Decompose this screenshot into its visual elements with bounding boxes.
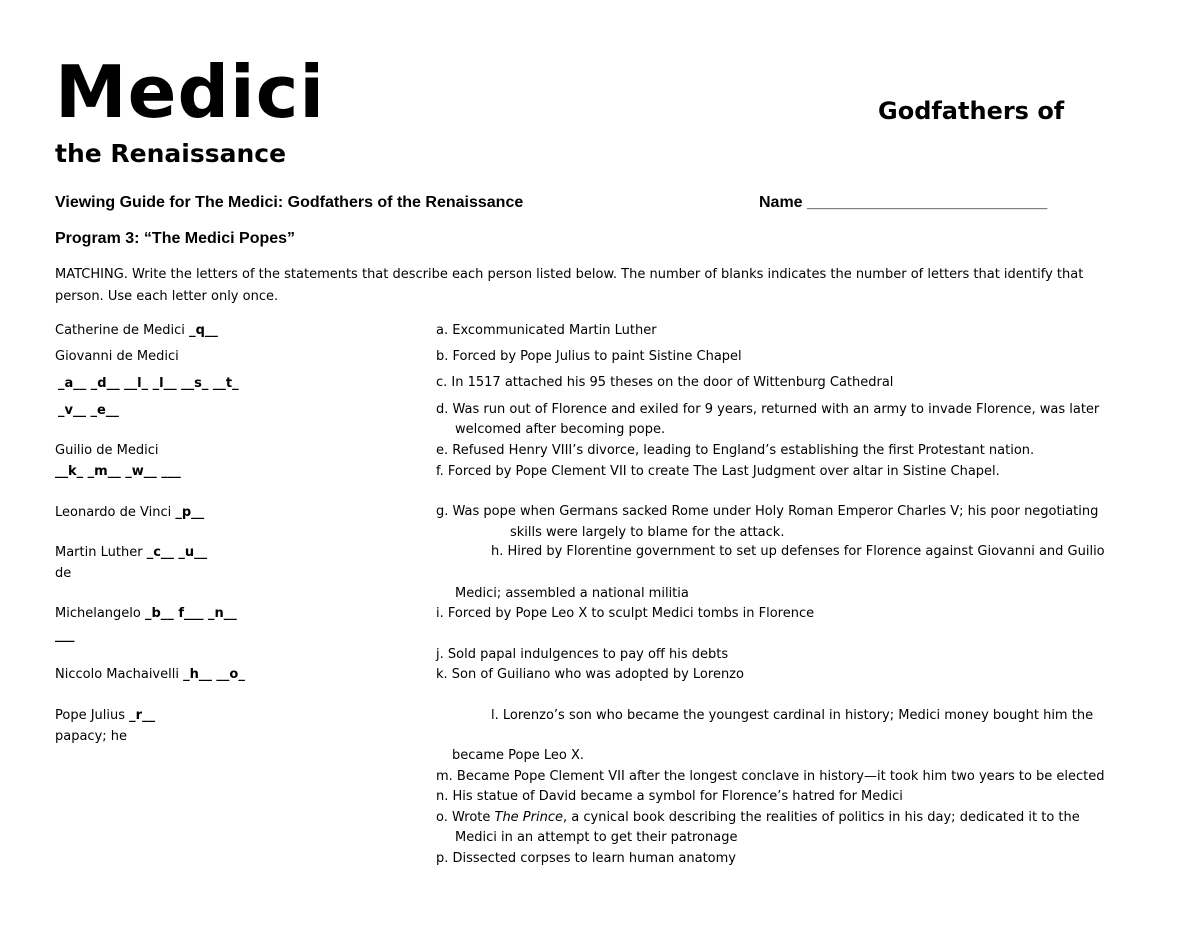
document-title: Medici [55, 50, 326, 134]
person-name: Martin Luther [55, 545, 143, 560]
statement-g-continued: skills were largely to blame for the attack. [510, 525, 785, 540]
statement-i: i. Forced by Pope Leo X to sculpt Medici tombs in Florence [436, 606, 815, 621]
statement-d: d. Was run out of Florence and exiled for 9 years, returned with an army to invade Florence, was later [436, 402, 1100, 417]
answer-blanks-giovanni-1: _a__ _d__ __l_ _l__ __s_ __t_ [58, 376, 239, 391]
answer-blanks: _r__ [129, 708, 156, 723]
person-guilio: Guilio de Medici [55, 443, 159, 458]
statement-c: c. In 1517 attached his 95 theses on the door of Wittenburg Cathedral [436, 375, 894, 390]
person-name: Michelangelo [55, 606, 141, 621]
statement-d-continued: welcomed after becoming pope. [455, 422, 666, 437]
answer-blanks-giovanni-2: _v__ _e__ [58, 403, 119, 418]
person-leonardo [55, 503, 204, 523]
answer-blanks: _c__ _u__ [146, 545, 208, 560]
overflow-text-julius: papacy; he [55, 729, 128, 744]
guide-heading: Viewing Guide for The Medici: Godfathers of the Renaissance [55, 194, 524, 211]
person-luther [55, 543, 207, 563]
person-machiavelli [55, 665, 245, 685]
statement-h-continued: Medici; assembled a national militia [455, 586, 689, 601]
person-giovanni: Giovanni de Medici [55, 349, 179, 364]
person-julius [55, 706, 155, 726]
overflow-blanks-michelangelo: ___ [55, 628, 75, 643]
person-catherine [55, 321, 218, 341]
statement-o-suffix: , a cynical book describing the realities of politics in his day; dedicated it to the [563, 810, 1080, 825]
overflow-text-luther: de [55, 566, 72, 581]
statement-j: j. Sold papal indulgences to pay off his debts [436, 647, 729, 662]
statement-g: g. Was pope when Germans sacked Rome under Holy Roman Emperor Charles V; his poor negotiating [436, 504, 1099, 519]
person-name: Niccolo Machaivelli [55, 667, 179, 682]
statement-e: e. Refused Henry VIII’s divorce, leading to England’s establishing the first Protestant nation. [436, 443, 1035, 458]
statement-f: f. Forced by Pope Clement VII to create The Last Judgment over altar in Sistine Chapel. [436, 464, 1000, 479]
statement-n: n. His statue of David became a symbol for Florence’s hatred for Medici [436, 789, 903, 804]
statement-a: a. Excommunicated Martin Luther [436, 323, 657, 338]
statement-l: l. Lorenzo’s son who became the youngest cardinal in history; Medici money bought him the [491, 708, 1094, 723]
statement-m: m. Became Pope Clement VII after the longest conclave in history—it took him two years to be elected [436, 769, 1105, 784]
statement-o [436, 808, 1080, 828]
statement-k: k. Son of Guiliano who was adopted by Lorenzo [436, 667, 744, 682]
statement-h: h. Hired by Florentine government to set up defenses for Florence against Giovanni and Guilio [491, 544, 1105, 559]
person-michelangelo [55, 604, 237, 624]
person-name: Pope Julius [55, 708, 126, 723]
statement-o-continued: Medici in an attempt to get their patronage [455, 830, 738, 845]
answer-blanks: _h__ __o_ [183, 667, 245, 682]
statement-o-prefix: o. Wrote [436, 810, 495, 825]
answer-blanks: _p__ [175, 505, 205, 520]
name-field-label: Name ___________________________ [759, 194, 1048, 211]
statement-p: p. Dissected corpses to learn human anatomy [436, 851, 736, 866]
book-title: The Prince [494, 810, 563, 825]
document-subtitle: the Renaissance [55, 139, 287, 168]
document-title-continued: Godfathers of [878, 97, 1065, 125]
statement-b: b. Forced by Pope Julius to paint Sistine Chapel [436, 349, 742, 364]
answer-blanks-guilio: __k_ _m__ _w__ ___ [55, 464, 181, 479]
statement-l-continued: became Pope Leo X. [452, 748, 585, 763]
answer-blanks: _b__ f___ _n__ [145, 606, 237, 621]
matching-instructions: MATCHING. Write the letters of the statements that describe each person listed below. The number of blanks indicates the number of letters that identify that person. Use each letter only once. [55, 267, 1084, 304]
program-heading: Program 3: “The Medici Popes” [55, 230, 296, 247]
person-name: Leonardo de Vinci [55, 505, 172, 520]
answer-blanks: _q__ [189, 323, 218, 338]
person-name: Catherine de Medici [55, 323, 185, 338]
